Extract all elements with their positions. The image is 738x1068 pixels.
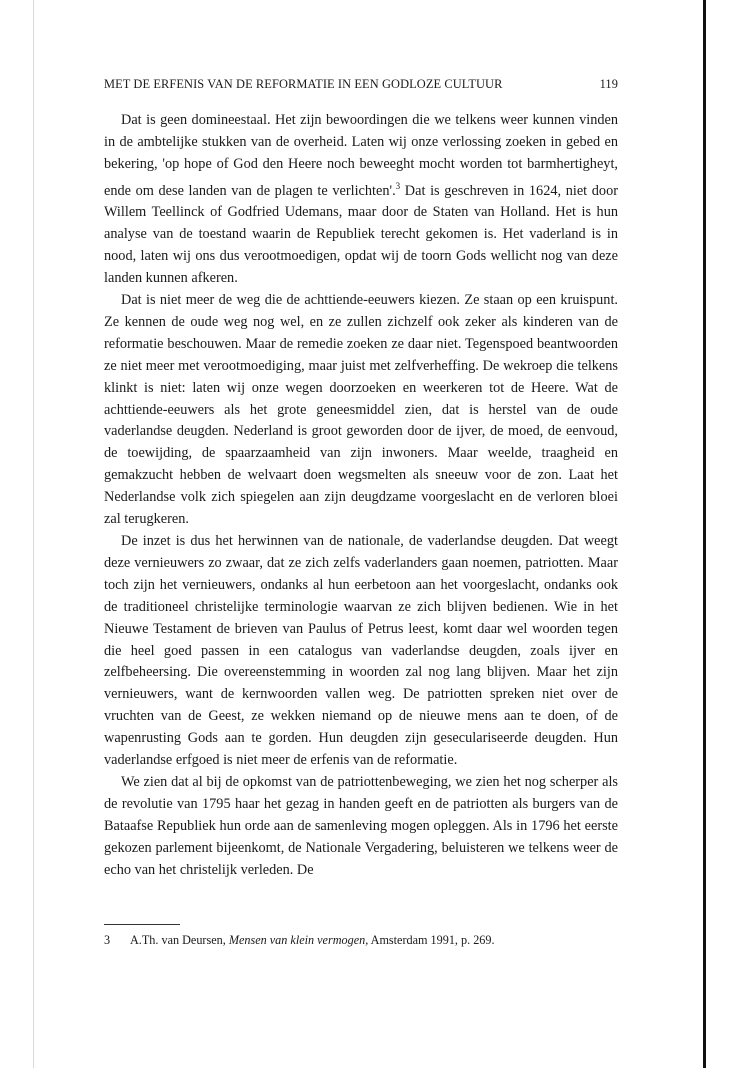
scan-edge-left [33, 0, 34, 1068]
footnote-rest: Amsterdam 1991, p. 269. [370, 933, 495, 947]
paragraph-1 [104, 110, 618, 290]
paragraph-4: We zien dat al bij de opkomst van de patriottenbeweging, we zien het nog scherper als de revolutie van 1795 haar het gezag in handen geeft en de patriotten als burgers van de Bataafse Republiek hun orde aan de samenleving mogen opleggen. Als in 1796 het eerste gekozen parlement bijeenkomt, de Nationale Vergadering, beluisteren we telkens weer de echo van het christelijk verleden. De [104, 773, 618, 878]
footnote-reference: 3 [395, 180, 401, 191]
footnote-author: A.Th. van Deursen, [130, 933, 226, 947]
scan-edge-right [703, 0, 706, 1068]
running-head [104, 77, 618, 92]
paragraph-1-continued: Dat is geschreven in 1624, niet door Willem Teellinck of Godfried Udemans, maar door de Staten van Holland. Het is hun analyse van de toestand waarin de Republiek terecht gekomen is. Het vaderland is in nood, laten wij ons dus verootmoedigen, opdat wij de toorn Gods wellicht nog van deze landen kunnen afkeren. [104, 182, 618, 287]
running-title: MET DE ERFENIS VAN DE REFORMATIE IN EEN GODLOZE CULTUUR [104, 77, 503, 91]
paragraph-1-text: Dat is geen domineestaal. Het zijn bewoordingen die we telkens weer kunnen vinden in de ambtelijke stukken van de overheid. Laten wij onze verlossing zoeken in gebed en bekering, 'op hope of God den Heere noch beweeght mocht worden tot barmhertigheyt, ende om dese landen van de plagen te verlichten'. [104, 112, 618, 199]
paragraph-2: Dat is niet meer de weg die de achttiende-eeuwers kiezen. Ze staan op een kruispunt. Ze kennen de oude weg nog wel, en ze zullen zichzelf ook zeker als kinderen van de reformatie beschouwen. Maar de remedie zoeken ze daar niet. Tegenspoed beantwoorden ze niet meer met verootmoediging, maar juist met zelfverheffing. De wekroep die telkens klinkt is niet: laten wij onze wegen doorzoeken en weerkeren tot de Heere. Wat de achttiende-eeuwers als het grote geneesmiddel zien, dat is herstel van de oude vaderlandse deugden. Nederland is groot geworden door de ijver, de moed, de eenvoud, de toewijding, de spaarzaamheid van zijn inwoners. Maar weelde, traagheid en gemakzucht hebben de welvaart doen wegsmelten als sneeuw voor de zon. Laat het Nederlandse volk zich spiegelen aan zijn deugdzame voorgeslacht en de verloren bloei zal terugkeren. [104, 292, 618, 528]
footnote [104, 932, 618, 948]
footnote-number: 3 [104, 933, 111, 947]
paragraph-3: De inzet is dus het herwinnen van de nationale, de vaderlandse deugden. Dat weegt deze vernieuwers zo zwaar, dat ze zich zelfs vaderlanders gaan noemen, patriotten. Maar toch zijn het vernieuwers, ondanks al hun eerbetoon aan het voorgeslacht, ondanks ook de traditioneel christelijke terminologie waarvan ze zich blijven bedienen. Wie in het Nieuwe Testament de brieven van Paulus of Petrus leest, komt daar wel woorden tegen die heel goed passen in een catalogus van vaderlandse deugden, zoals ijver en zelfbeheersing. Die overeenstemming in woorden zal nog lang blijven. Maar het zijn vernieuwers, want de kernwoorden vallen weg. De patriotten spreken niet over de vruchten van de Geest, ze wekken niemand op de nieuwe mens aan te doen, of de wapenrusting Gods aan te gorden. Hun deugden zijn geseculariseerde deugden. Hun vaderlandse erfgoed is niet meer de erfenis van de reformatie. [104, 532, 618, 769]
page-number: 119 [599, 77, 618, 91]
footnote-rule [104, 924, 180, 925]
body-text [104, 110, 618, 881]
footnote-title: Mensen van klein vermogen, [228, 933, 369, 947]
